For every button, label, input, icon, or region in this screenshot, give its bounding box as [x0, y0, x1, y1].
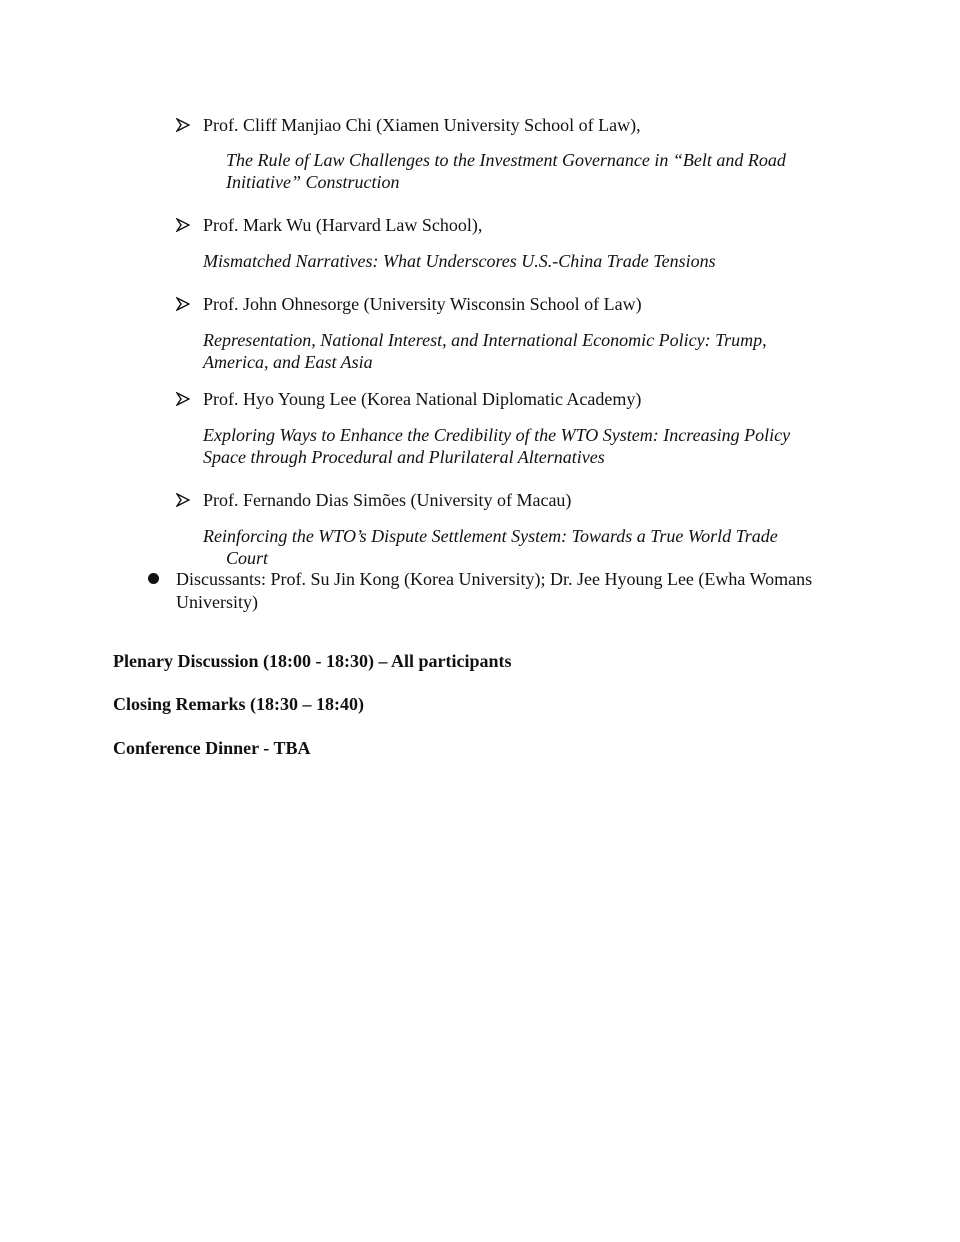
- arrow-bullet-icon: [176, 388, 203, 410]
- arrow-bullet-icon: [176, 114, 203, 136]
- bullet-dot-icon: [148, 573, 159, 584]
- talk-title-line: The Rule of Law Challenges to the Investment Governance in “Belt and Road: [226, 150, 786, 170]
- speaker-item: [176, 114, 641, 136]
- speaker-name: Prof. Hyo Young Lee (Korea National Diplomatic Academy): [203, 389, 642, 409]
- talk-title-line: Mismatched Narratives: What Underscores U.S.-China Trade Tensions: [203, 251, 716, 271]
- speaker-item: [176, 214, 482, 236]
- discussants-item: [148, 568, 848, 614]
- speaker-item: [176, 388, 641, 410]
- arrow-bullet-icon: [176, 293, 203, 315]
- discussants-text: Discussants: Prof. Su Jin Kong (Korea University); Dr. Jee Hyoung Lee (Ewha Womans University): [176, 569, 813, 612]
- talk-title: [203, 250, 848, 272]
- arrow-bullet-icon: [176, 489, 203, 511]
- talk-title-line: Court: [226, 548, 269, 568]
- talk-title: [203, 424, 848, 468]
- talk-title-line: Space through Procedural and Plurilateral Alternatives: [203, 447, 605, 467]
- closing-heading: Closing Remarks (18:30 – 18:40): [113, 694, 364, 714]
- plenary-heading: Plenary Discussion (18:00 - 18:30) – All participants: [113, 651, 512, 671]
- talk-title: [203, 329, 848, 373]
- dinner-heading: Conference Dinner - TBA: [113, 738, 311, 758]
- speaker-name: Prof. Mark Wu (Harvard Law School),: [203, 215, 483, 235]
- arrow-bullet-icon: [176, 214, 203, 236]
- speaker-name: Prof. John Ohnesorge (University Wisconsin School of Law): [203, 294, 642, 314]
- talk-title-line: Initiative” Construction: [226, 172, 400, 192]
- talk-title-line: Representation, National Interest, and International Economic Policy: Trump,: [203, 330, 767, 350]
- speaker-item: [176, 293, 642, 315]
- talk-title: [226, 149, 846, 193]
- speaker-name: Prof. Fernando Dias Simões (University of Macau): [203, 490, 572, 510]
- talk-title-line: America, and East Asia: [203, 352, 373, 372]
- talk-title-line: Reinforcing the WTO’s Dispute Settlement System: Towards a True World Trade: [203, 526, 778, 546]
- talk-title-line: Exploring Ways to Enhance the Credibility of the WTO System: Increasing Policy: [203, 425, 791, 445]
- speaker-name: Prof. Cliff Manjiao Chi (Xiamen University School of Law),: [203, 115, 641, 135]
- speaker-item: [176, 489, 571, 511]
- talk-title: [203, 525, 848, 569]
